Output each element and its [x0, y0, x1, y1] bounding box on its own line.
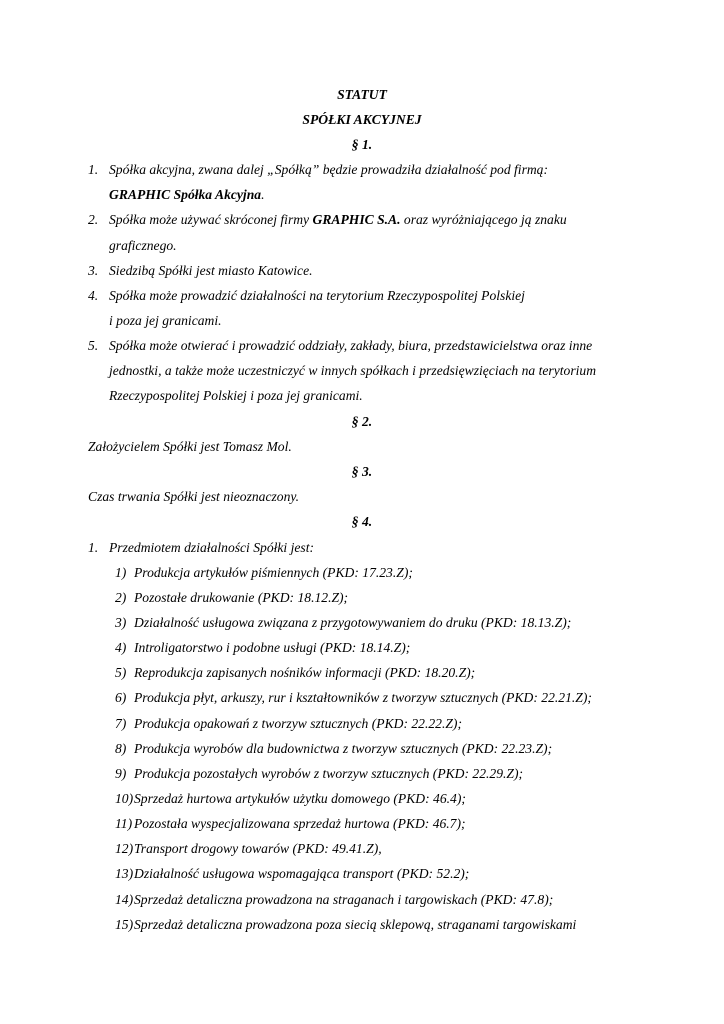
list-item-number: 3) [115, 615, 127, 630]
s1-item-4-line-2: i poza jej granicami. [109, 313, 222, 328]
section-2-text: Założycielem Spółki jest Tomasz Mol. [88, 439, 292, 454]
company-name: GRAPHIC Spółka Akcyjna [109, 187, 262, 202]
list-item-text: Pozostała wyspecjalizowana sprzedaż hurtowa (PKD: 46.7); [134, 816, 466, 831]
s1-item-1-line-2 [109, 187, 264, 203]
s1-item-2-line-1 [109, 212, 567, 228]
list-item-number: 10) [115, 791, 134, 806]
list-item-number: 8) [115, 741, 127, 756]
short-company-name: GRAPHIC S.A. [312, 212, 401, 227]
s1-item-5-line-2: jednostki, a także może uczestniczyć w innych spółkach i przedsięwzięciach na terytorium [109, 363, 597, 378]
list-item-number: 14) [115, 892, 134, 907]
document-subtitle: SPÓŁKI AKCYJNEJ [302, 112, 422, 127]
company-name-period: . [261, 187, 265, 202]
list-item-text: Sprzedaż detaliczna prowadzona na straganach i targowiskach (PKD: 47.8); [134, 892, 554, 907]
list-item-number: 6) [115, 690, 127, 705]
s4-item-1-number: 1. [88, 540, 99, 555]
list-item-number: 5) [115, 665, 127, 680]
s1-item-2-pre: Spółka może używać skróconej firmy [109, 212, 313, 227]
list-item-number: 9) [115, 766, 127, 781]
s1-item-5-line-3: Rzeczypospolitej Polskiej i poza jej granicami. [109, 388, 363, 403]
list-item-text: Produkcja pozostałych wyrobów z tworzyw sztucznych (PKD: 22.29.Z); [134, 766, 524, 781]
list-item-number: 1) [115, 565, 127, 580]
list-item-number: 15) [115, 917, 134, 932]
s1-item-2-line-2: graficznego. [109, 238, 177, 253]
s1-item-4-number: 4. [88, 288, 99, 303]
list-item-number: 7) [115, 716, 127, 731]
list-item-text: Produkcja wyrobów dla budownictwa z tworzyw sztucznych (PKD: 22.23.Z); [134, 741, 553, 756]
list-item-text: Produkcja artykułów piśmiennych (PKD: 17.23.Z); [134, 565, 413, 580]
list-item-number: 11) [115, 816, 133, 831]
section-3-heading: § 3. [351, 464, 373, 479]
s1-item-2-number: 2. [88, 212, 99, 227]
list-item-text: Reprodukcja zapisanych nośników informacji (PKD: 18.20.Z); [134, 665, 476, 680]
list-item-text: Działalność usługowa wspomagająca transport (PKD: 52.2); [134, 866, 470, 881]
s1-item-1-number: 1. [88, 162, 99, 177]
list-item-text: Sprzedaż detaliczna prowadzona poza siecią sklepową, straganami targowiskami [134, 917, 577, 932]
list-item-number: 4) [115, 640, 127, 655]
list-item-text: Produkcja opakowań z tworzyw sztucznych (PKD: 22.22.Z); [134, 716, 462, 731]
s1-item-5-line-1: Spółka może otwierać i prowadzić oddziały, zakłady, biura, przedstawicielstwa oraz inne [109, 338, 593, 353]
s1-item-3-number: 3. [88, 263, 99, 278]
section-2-heading: § 2. [351, 414, 373, 429]
list-item-text: Introligatorstwo i podobne usługi (PKD: 18.14.Z); [134, 640, 411, 655]
list-item-number: 13) [115, 866, 134, 881]
s4-item-1-text: Przedmiotem działalności Spółki jest: [109, 540, 315, 555]
list-item-text: Pozostałe drukowanie (PKD: 18.12.Z); [134, 590, 349, 605]
list-item-text: Produkcja płyt, arkuszy, rur i kształtowników z tworzyw sztucznych (PKD: 22.21.Z); [134, 690, 592, 705]
s1-item-4-line-1: Spółka może prowadzić działalności na terytorium Rzeczypospolitej Polskiej [109, 288, 525, 303]
s1-item-3-line-1: Siedzibą Spółki jest miasto Katowice. [109, 263, 313, 278]
section-4-heading: § 4. [351, 514, 373, 529]
section-1-heading: § 1. [351, 137, 373, 152]
list-item-text: Sprzedaż hurtowa artykułów użytku domowego (PKD: 46.4); [134, 791, 466, 806]
section-3-text: Czas trwania Spółki jest nieoznaczony. [88, 489, 300, 504]
list-item-text: Działalność usługowa związana z przygotowywaniem do druku (PKD: 18.13.Z); [134, 615, 572, 630]
list-item-text: Transport drogowy towarów (PKD: 49.41.Z), [134, 841, 382, 856]
document-title: STATUT [337, 87, 387, 102]
list-item-number: 12) [115, 841, 134, 856]
list-item-number: 2) [115, 590, 127, 605]
s1-item-2-post: oraz wyróżniającego ją znaku [400, 212, 567, 227]
s1-item-5-number: 5. [88, 338, 99, 353]
s1-item-1-line-1: Spółka akcyjna, zwana dalej „Spółką” będzie prowadziła działalność pod firmą: [109, 162, 549, 177]
